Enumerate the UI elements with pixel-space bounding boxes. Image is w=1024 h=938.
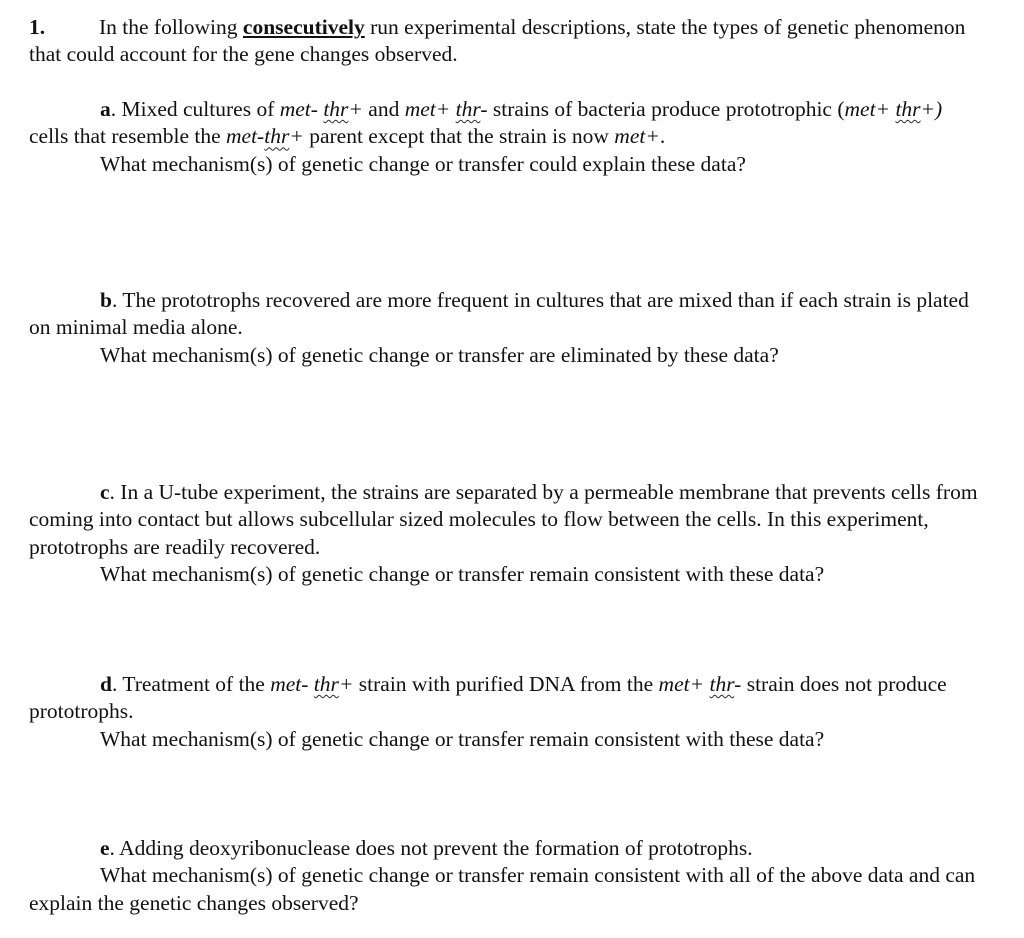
part-e: e. Adding deoxyribonuclease does not prevent the formation of prototrophs. What mechanism(s) of genetic change or transfer remain consistent with all of the above data and can explain the genetic changes observed?: [29, 836, 976, 915]
part-letter: d: [100, 672, 112, 696]
part-a: a. Mixed cultures of met- thr+ and met+ thr- strains of bacteria produce prototrophic (met+ thr+) cells that resemble the met-thr+ parent except that the strain is now met+. What mechanism(s) of genetic change or transfer could explain these data?: [29, 96, 979, 178]
part-a-question: What mechanism(s) of genetic change or transfer could explain these data?: [100, 151, 746, 176]
question-number: 1.: [29, 15, 46, 39]
part-b-question: What mechanism(s) of genetic change or transfer are eliminated by these data?: [100, 342, 779, 367]
part-d-question: What mechanism(s) of genetic change or transfer remain consistent with these data?: [100, 726, 825, 751]
part-letter: a: [100, 97, 111, 121]
emphasis-consecutively: consecutively: [242, 15, 365, 39]
part-e-question: What mechanism(s) of genetic change or transfer remain consistent with all of the above data and can explain the genetic changes observed?: [29, 863, 976, 915]
part-letter: b: [100, 288, 112, 312]
part-d: d. Treatment of the met- thr+ strain with purified DNA from the met+ thr- strain does not produce prototrophs. What mechanism(s) of genetic change or transfer remain consistent with these data?: [29, 671, 979, 753]
part-letter: e: [100, 836, 110, 860]
part-b: b. The prototrophs recovered are more frequent in cultures that are mixed than if each strain is plated on minimal media alone. What mechanism(s) of genetic change or transfer are eliminated by these data?: [29, 287, 979, 369]
part-letter: c: [100, 480, 110, 504]
part-c-question: What mechanism(s) of genetic change or transfer remain consistent with these data?: [100, 562, 825, 587]
part-c: c. In a U-tube experiment, the strains are separated by a permeable membrane that prevents cells from coming into contact but allows subcellular sized molecules to flow between the cells. In this experiment, prototrophs are readily recovered. What mechanism(s) of genetic change or transfer remain consistent with these data?: [29, 479, 979, 589]
question-1-intro: 1. In the following consecutively run experimental descriptions, state the types of genetic phenomenon that could account for the gene changes observed.: [29, 15, 966, 67]
